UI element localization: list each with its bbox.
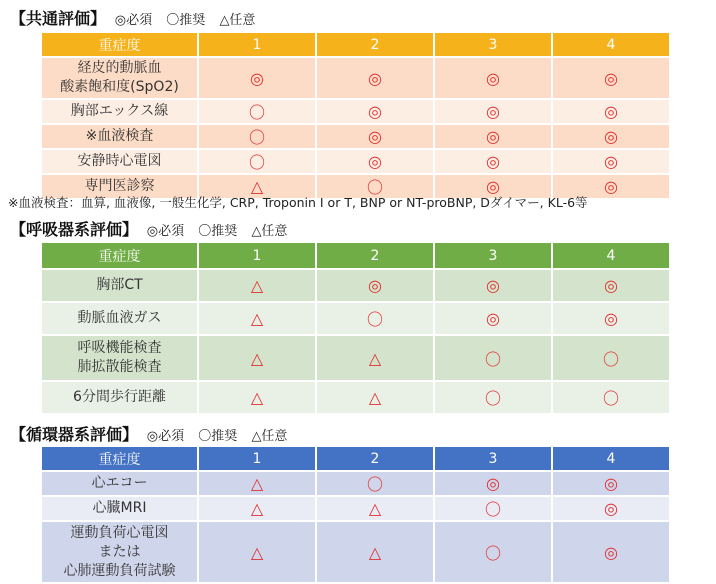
row-label: 経皮的動脈血 酸素飽和度(SpO2) [41, 57, 198, 99]
requirement-mark-level-4: ◎ [552, 521, 670, 583]
respiratory-table [40, 241, 671, 415]
requirement-mark-level-4: ◎ [552, 496, 670, 521]
requirement-mark-level-2: △ [316, 335, 434, 381]
row-label: 胸部CT [41, 269, 198, 302]
common-table [40, 31, 671, 200]
requirement-mark-level-4: ◎ [552, 124, 670, 149]
requirement-mark-level-1: △ [198, 381, 316, 414]
header-level-2: 2 [316, 446, 434, 471]
requirement-mark-level-4: ◎ [552, 269, 670, 302]
requirement-mark-level-1: △ [198, 521, 316, 583]
requirement-mark-level-3: 〇 [434, 335, 552, 381]
table-header-row [41, 446, 670, 471]
requirement-mark-level-2: 〇 [316, 174, 434, 199]
circulatory-title: 【循環器系評価】 [10, 425, 139, 444]
table-row [41, 99, 670, 124]
requirement-mark-level-3: ◎ [434, 99, 552, 124]
header-level-4: 4 [552, 446, 670, 471]
header-level-2: 2 [316, 242, 434, 269]
requirement-mark-level-2: ◎ [316, 269, 434, 302]
requirement-mark-level-4: ◎ [552, 471, 670, 496]
row-label: 呼吸機能検査 肺拡散能検査 [41, 335, 198, 381]
requirement-mark-level-4: ◎ [552, 149, 670, 174]
header-level-3: 3 [434, 242, 552, 269]
requirement-mark-level-2: ◎ [316, 99, 434, 124]
legend-required: ◎必須 [146, 224, 185, 239]
respiratory-legend [147, 224, 298, 239]
header-severity: 重症度 [41, 32, 198, 57]
legend-recommended: 〇推奨 [198, 224, 238, 239]
respiratory-title: 【呼吸器系評価】 [10, 220, 139, 239]
header-level-4: 4 [552, 32, 670, 57]
table-row [41, 471, 670, 496]
requirement-mark-level-3: ◎ [434, 174, 552, 199]
requirement-mark-level-1: △ [198, 335, 316, 381]
requirement-mark-level-1: △ [198, 471, 316, 496]
row-label: 胸部エックス線 [41, 99, 198, 124]
requirement-mark-level-3: 〇 [434, 496, 552, 521]
requirement-mark-level-1: △ [198, 174, 316, 199]
requirement-mark-level-2: 〇 [316, 471, 434, 496]
table-header-row [41, 242, 670, 269]
legend-required: ◎必須 [114, 13, 153, 28]
header-level-4: 4 [552, 242, 670, 269]
legend-required: ◎必須 [146, 429, 185, 444]
respiratory-section-title [10, 217, 297, 240]
requirement-mark-level-2: △ [316, 496, 434, 521]
requirement-mark-level-3: 〇 [434, 521, 552, 583]
requirement-mark-level-3: ◎ [434, 471, 552, 496]
requirement-mark-level-1: △ [198, 269, 316, 302]
requirement-mark-level-1: △ [198, 302, 316, 335]
legend-optional: △任意 [219, 13, 256, 28]
requirement-mark-level-3: ◎ [434, 269, 552, 302]
requirement-mark-level-2: △ [316, 521, 434, 583]
header-level-1: 1 [198, 242, 316, 269]
circulatory-legend [147, 429, 298, 444]
requirement-mark-level-1: 〇 [198, 99, 316, 124]
circulatory-table [40, 445, 671, 584]
common-legend [115, 13, 266, 28]
requirement-mark-level-1: 〇 [198, 149, 316, 174]
row-label: 運動負荷心電図 または 心肺運動負荷試験 [41, 521, 198, 583]
table-row [41, 335, 670, 381]
table-row [41, 496, 670, 521]
header-level-3: 3 [434, 446, 552, 471]
header-severity: 重症度 [41, 446, 198, 471]
requirement-mark-level-3: 〇 [434, 381, 552, 414]
legend-recommended: 〇推奨 [166, 13, 206, 28]
header-level-1: 1 [198, 32, 316, 57]
requirement-mark-level-4: ◎ [552, 174, 670, 199]
header-severity: 重症度 [41, 242, 198, 269]
table-header-row [41, 32, 670, 57]
legend-optional: △任意 [251, 224, 288, 239]
table-row [41, 269, 670, 302]
table-row [41, 381, 670, 414]
blood-test-note: ※血液検査：血算, 血液像, 一般生化学, CRP, Troponin I or T, BNP or NT-proBNP, Dダイマー, KL-6等 [8, 195, 588, 210]
table-row [41, 124, 670, 149]
requirement-mark-level-1: △ [198, 496, 316, 521]
row-label: 安静時心電図 [41, 149, 198, 174]
row-label: 専門医診察 [41, 174, 198, 199]
requirement-mark-level-3: ◎ [434, 57, 552, 99]
header-level-2: 2 [316, 32, 434, 57]
requirement-mark-level-3: ◎ [434, 302, 552, 335]
table-row [41, 302, 670, 335]
row-label: 心エコー [41, 471, 198, 496]
requirement-mark-level-4: 〇 [552, 335, 670, 381]
requirement-mark-level-2: ◎ [316, 57, 434, 99]
row-label: 6分間歩行距離 [41, 381, 198, 414]
header-level-1: 1 [198, 446, 316, 471]
requirement-mark-level-2: ◎ [316, 149, 434, 174]
legend-recommended: 〇推奨 [198, 429, 238, 444]
row-label: 心臓MRI [41, 496, 198, 521]
table-row [41, 57, 670, 99]
table-row [41, 521, 670, 583]
legend-optional: △任意 [251, 429, 288, 444]
table-row [41, 149, 670, 174]
header-level-3: 3 [434, 32, 552, 57]
common-section-title [10, 6, 265, 29]
requirement-mark-level-2: △ [316, 381, 434, 414]
requirement-mark-level-2: ◎ [316, 124, 434, 149]
requirement-mark-level-1: ◎ [198, 57, 316, 99]
circulatory-section-title [10, 422, 297, 445]
requirement-mark-level-4: ◎ [552, 57, 670, 99]
requirement-mark-level-1: 〇 [198, 124, 316, 149]
row-label: 動脈血液ガス [41, 302, 198, 335]
requirement-mark-level-4: 〇 [552, 381, 670, 414]
common-title: 【共通評価】 [10, 9, 107, 28]
requirement-mark-level-3: ◎ [434, 149, 552, 174]
requirement-mark-level-4: ◎ [552, 99, 670, 124]
requirement-mark-level-4: ◎ [552, 302, 670, 335]
requirement-mark-level-2: 〇 [316, 302, 434, 335]
row-label: ※血液検査 [41, 124, 198, 149]
requirement-mark-level-3: ◎ [434, 124, 552, 149]
